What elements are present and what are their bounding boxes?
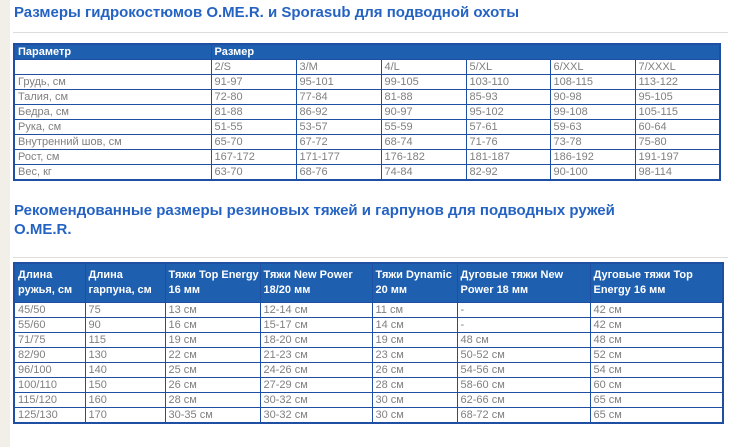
size-value-cell: 90-100 bbox=[550, 165, 635, 181]
table-row bbox=[14, 120, 720, 135]
size-group-header: Размер bbox=[211, 44, 720, 60]
column-header-line: Тяжи Top Energy bbox=[168, 269, 259, 281]
column-header bbox=[372, 263, 457, 303]
table-row bbox=[14, 105, 720, 120]
band-value-cell: 52 см bbox=[590, 348, 723, 363]
band-value-cell: 42 см bbox=[590, 303, 723, 318]
size-value-cell: 68-74 bbox=[381, 135, 466, 150]
band-value-cell: 18-20 см bbox=[260, 333, 372, 348]
band-value-cell: 11 см bbox=[372, 303, 457, 318]
size-column-header: 2/S bbox=[211, 60, 296, 75]
table-row bbox=[14, 165, 720, 181]
size-value-cell: 90-98 bbox=[550, 90, 635, 105]
gun-length-cell: 115/120 bbox=[14, 393, 85, 408]
section-title-line: O.ME.R. bbox=[14, 221, 72, 238]
size-column-header: 6/XXL bbox=[550, 60, 635, 75]
size-value-cell: 67-72 bbox=[296, 135, 381, 150]
size-value-cell: 186-192 bbox=[550, 150, 635, 165]
band-value-cell: 30-32 см bbox=[260, 408, 372, 424]
size-value-cell: 75-80 bbox=[635, 135, 720, 150]
band-value-cell: 68-72 см bbox=[457, 408, 590, 424]
band-value-cell: 26 см bbox=[372, 363, 457, 378]
band-value-cell: 48 см bbox=[590, 333, 723, 348]
parameter-label: Грудь, см bbox=[14, 75, 211, 90]
size-value-cell: 55-59 bbox=[381, 120, 466, 135]
column-header bbox=[260, 263, 372, 303]
size-value-cell: 95-101 bbox=[296, 75, 381, 90]
size-value-cell: 63-70 bbox=[211, 165, 296, 181]
size-value-cell: 98-114 bbox=[635, 165, 720, 181]
size-value-cell: 51-55 bbox=[211, 120, 296, 135]
gun-length-cell: 125/130 bbox=[14, 408, 85, 424]
divider bbox=[13, 32, 728, 33]
band-value-cell: 16 см bbox=[165, 318, 260, 333]
size-column-header: 5/XL bbox=[466, 60, 550, 75]
band-value-cell: 90 bbox=[85, 318, 165, 333]
band-value-cell: 30-35 см bbox=[165, 408, 260, 424]
size-value-cell: 113-122 bbox=[635, 75, 720, 90]
band-value-cell: 60 см bbox=[590, 378, 723, 393]
size-value-cell: 91-97 bbox=[211, 75, 296, 90]
column-header-line: 16 мм bbox=[168, 284, 201, 296]
band-value-cell: 160 bbox=[85, 393, 165, 408]
size-value-cell: 81-88 bbox=[211, 105, 296, 120]
gun-length-cell: 71/75 bbox=[14, 333, 85, 348]
band-value-cell: 28 см bbox=[165, 393, 260, 408]
column-header-line: гарпуна, см bbox=[88, 284, 152, 296]
band-value-cell: 130 bbox=[85, 348, 165, 363]
column-header-line: Дуговые тяжи Top bbox=[593, 269, 693, 281]
column-header bbox=[85, 263, 165, 303]
size-value-cell: 60-64 bbox=[635, 120, 720, 135]
section-title-line: Рекомендованные размеры резиновых тяжей и гарпунов для подводных ружей bbox=[14, 202, 615, 219]
section-title bbox=[14, 201, 724, 239]
size-value-cell: 99-105 bbox=[381, 75, 466, 90]
wetsuit-table-header-row bbox=[14, 44, 720, 60]
column-header bbox=[165, 263, 260, 303]
parameter-label: Бедра, см bbox=[14, 105, 211, 120]
column-header bbox=[14, 263, 85, 303]
band-value-cell: 19 см bbox=[165, 333, 260, 348]
gun-length-cell: 45/50 bbox=[14, 303, 85, 318]
band-value-cell: 21-23 см bbox=[260, 348, 372, 363]
table-row bbox=[14, 378, 723, 393]
band-value-cell: 23 см bbox=[372, 348, 457, 363]
band-value-cell: 15-17 см bbox=[260, 318, 372, 333]
gun-length-cell: 96/100 bbox=[14, 363, 85, 378]
table-row bbox=[14, 333, 723, 348]
band-value-cell: 19 см bbox=[372, 333, 457, 348]
size-value-cell: 95-102 bbox=[466, 105, 550, 120]
size-value-cell: 95-105 bbox=[635, 90, 720, 105]
size-value-cell: 65-70 bbox=[211, 135, 296, 150]
column-header-line: Длина bbox=[88, 269, 123, 281]
size-value-cell: 81-88 bbox=[381, 90, 466, 105]
band-value-cell: 54 см bbox=[590, 363, 723, 378]
table-row bbox=[14, 150, 720, 165]
band-value-cell: 115 bbox=[85, 333, 165, 348]
size-value-cell: 74-84 bbox=[381, 165, 466, 181]
band-value-cell: 25 см bbox=[165, 363, 260, 378]
column-header-line: Power 18 мм bbox=[460, 284, 529, 296]
band-value-cell: 65 см bbox=[590, 408, 723, 424]
column-header bbox=[457, 263, 590, 303]
column-header-line: ружья, см bbox=[18, 284, 73, 296]
band-value-cell: 12-14 см bbox=[260, 303, 372, 318]
table-row bbox=[14, 348, 723, 363]
band-value-cell: 170 bbox=[85, 408, 165, 424]
size-column-header: 3/M bbox=[296, 60, 381, 75]
wetsuit-size-table bbox=[13, 43, 721, 181]
size-value-cell: 108-115 bbox=[550, 75, 635, 90]
parameter-label: Вес, кг bbox=[14, 165, 211, 181]
table-row bbox=[14, 363, 723, 378]
parameter-label: Внутренний шов, см bbox=[14, 135, 211, 150]
size-value-cell: 73-78 bbox=[550, 135, 635, 150]
size-column-header: 7/XXXL bbox=[635, 60, 720, 75]
size-value-cell: 71-76 bbox=[466, 135, 550, 150]
size-value-cell: 59-63 bbox=[550, 120, 635, 135]
column-header-line: Длина bbox=[18, 269, 53, 281]
band-value-cell: 30 см bbox=[372, 408, 457, 424]
band-value-cell: 65 см bbox=[590, 393, 723, 408]
parameter-label: Талия, см bbox=[14, 90, 211, 105]
size-value-cell: 82-92 bbox=[466, 165, 550, 181]
column-header-line: Energy 16 мм bbox=[593, 284, 666, 296]
bands-table-header-row bbox=[14, 263, 723, 303]
table-row bbox=[14, 90, 720, 105]
size-value-cell: 72-80 bbox=[211, 90, 296, 105]
band-value-cell: 42 см bbox=[590, 318, 723, 333]
band-value-cell: 30-32 см bbox=[260, 393, 372, 408]
band-value-cell: - bbox=[457, 318, 590, 333]
size-value-cell: 57-61 bbox=[466, 120, 550, 135]
band-value-cell: - bbox=[457, 303, 590, 318]
divider bbox=[13, 257, 728, 258]
size-value-cell: 171-177 bbox=[296, 150, 381, 165]
band-value-cell: 75 bbox=[85, 303, 165, 318]
size-value-cell: 105-115 bbox=[635, 105, 720, 120]
size-value-cell: 90-97 bbox=[381, 105, 466, 120]
table-row bbox=[14, 135, 720, 150]
band-value-cell: 140 bbox=[85, 363, 165, 378]
column-header-line: 18/20 мм bbox=[263, 284, 311, 296]
column-header bbox=[590, 263, 723, 303]
band-value-cell: 58-60 см bbox=[457, 378, 590, 393]
size-value-cell: 176-182 bbox=[381, 150, 466, 165]
gun-length-cell: 100/110 bbox=[14, 378, 85, 393]
size-value-cell: 103-110 bbox=[466, 75, 550, 90]
band-value-cell: 26 см bbox=[165, 378, 260, 393]
parameter-label: Рука, см bbox=[14, 120, 211, 135]
size-value-cell: 85-93 bbox=[466, 90, 550, 105]
size-value-cell: 86-92 bbox=[296, 105, 381, 120]
column-header-line: Тяжи Dynamic bbox=[375, 269, 452, 281]
band-value-cell: 14 см bbox=[372, 318, 457, 333]
table-row bbox=[14, 408, 723, 424]
band-value-cell: 50-52 см bbox=[457, 348, 590, 363]
band-value-cell: 48 см bbox=[457, 333, 590, 348]
page-left-margin-strip bbox=[0, 0, 10, 447]
band-value-cell: 24-26 см bbox=[260, 363, 372, 378]
page-title: Размеры гидрокостюмов O.ME.R. и Sporasub для подводной охоты bbox=[14, 4, 520, 21]
band-value-cell: 62-66 см bbox=[457, 393, 590, 408]
wetsuit-table-sizes-row bbox=[14, 60, 720, 75]
column-header-line: Тяжи New Power bbox=[263, 269, 353, 281]
table-row bbox=[14, 303, 723, 318]
size-value-cell: 68-76 bbox=[296, 165, 381, 181]
band-value-cell: 13 см bbox=[165, 303, 260, 318]
size-value-cell: 99-108 bbox=[550, 105, 635, 120]
band-value-cell: 54-56 см bbox=[457, 363, 590, 378]
size-value-cell: 77-84 bbox=[296, 90, 381, 105]
empty-cell bbox=[14, 60, 211, 75]
gun-length-cell: 82/90 bbox=[14, 348, 85, 363]
table-row bbox=[14, 393, 723, 408]
size-value-cell: 167-172 bbox=[211, 150, 296, 165]
band-value-cell: 22 см bbox=[165, 348, 260, 363]
table-row bbox=[14, 318, 723, 333]
column-header-line: 20 мм bbox=[375, 284, 408, 296]
size-column-header: 4/L bbox=[381, 60, 466, 75]
parameter-label: Рост, см bbox=[14, 150, 211, 165]
band-value-cell: 150 bbox=[85, 378, 165, 393]
parameter-column-header: Параметр bbox=[14, 44, 211, 60]
size-value-cell: 181-187 bbox=[466, 150, 550, 165]
band-value-cell: 27-29 см bbox=[260, 378, 372, 393]
band-value-cell: 28 см bbox=[372, 378, 457, 393]
band-value-cell: 30 см bbox=[372, 393, 457, 408]
table-row bbox=[14, 75, 720, 90]
gun-length-cell: 55/60 bbox=[14, 318, 85, 333]
column-header-line: Дуговые тяжи New bbox=[460, 269, 564, 281]
bands-recommendation-table bbox=[13, 262, 724, 424]
size-value-cell: 53-57 bbox=[296, 120, 381, 135]
size-value-cell: 191-197 bbox=[635, 150, 720, 165]
